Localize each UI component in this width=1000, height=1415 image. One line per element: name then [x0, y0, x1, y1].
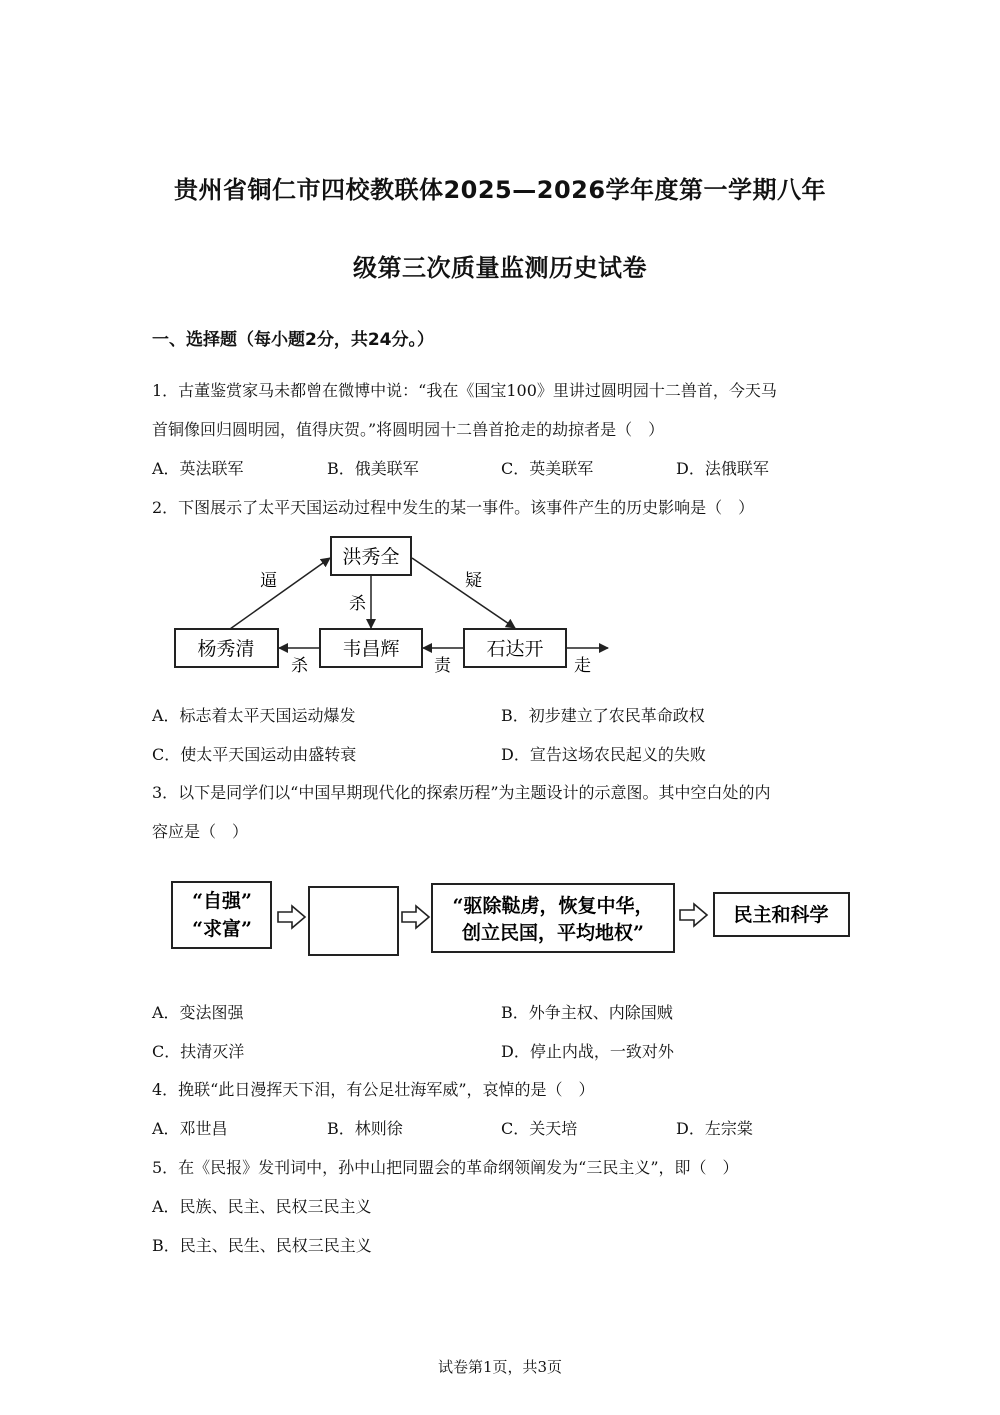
question-2-option-c[interactable]: C．使太平天国运动由盛转衰 — [152, 745, 357, 764]
section-heading: 一、选择题（每小题2分，共24分。） — [152, 330, 434, 350]
question-4-option-d[interactable]: D．左宗棠 — [676, 1119, 753, 1138]
yi-label: 疑 — [465, 571, 482, 591]
question-1-option-b[interactable]: B．俄美联军 — [327, 459, 419, 478]
sha-label-vertical: 杀 — [349, 594, 366, 614]
question-2-line-1: 2．下图展示了太平天国运动过程中发生的某一事件。该事件产生的历史影响是（ ） — [152, 498, 755, 517]
flow-arrow-3 — [680, 904, 707, 926]
question-3-line-2: 容应是（ ） — [152, 822, 249, 841]
flow-arrow-1 — [278, 906, 305, 928]
flow-box-blank — [309, 887, 398, 955]
question-2-option-d[interactable]: D．宣告这场农民起义的失败 — [501, 745, 706, 764]
page-footer: 试卷第1页，共3页 — [437, 1358, 563, 1376]
question-1-option-d[interactable]: D．法俄联军 — [676, 459, 769, 478]
title-line-1: 贵州省铜仁市四校教联体2025—2026学年度第一学期八年 — [173, 176, 827, 204]
question-3-option-c[interactable]: C．扶清灭洋 — [152, 1042, 245, 1061]
question-1-option-a[interactable]: A．英法联军 — [152, 459, 244, 478]
sha-label-horizontal: 杀 — [291, 656, 308, 676]
arrow-hong-to-shi — [412, 558, 515, 628]
flow-box-1-line-2: “求富” — [192, 918, 252, 940]
wei-label: 韦昌辉 — [342, 638, 400, 660]
ze-label: 责 — [434, 656, 451, 676]
question-4-line-1: 4．挽联“此日漫挥天下泪，有公足壮海军威”，哀悼的是（ ） — [152, 1080, 595, 1099]
question-5-line-1: 5．在《民报》发刊词中，孙中山把同盟会的革命纲领阐发为“三民主义”，即（ ） — [152, 1158, 739, 1177]
question-1-option-c[interactable]: C．英美联军 — [501, 459, 594, 478]
hong-label: 洪秀全 — [342, 546, 400, 568]
zou-label: 走 — [574, 656, 591, 676]
question-3-option-b[interactable]: B．外争主权、内除国贼 — [501, 1003, 673, 1022]
flow-box-1-line-1: “自强” — [192, 890, 252, 912]
flow-box-4-label: 民主和科学 — [733, 904, 829, 926]
arrow-yang-to-hong — [230, 558, 330, 629]
question-3-option-d[interactable]: D．停止内战，一致对外 — [501, 1042, 674, 1061]
title-line-2: 级第三次质量监测历史试卷 — [353, 254, 647, 282]
shi-label: 石达开 — [486, 638, 544, 660]
question-4-option-b[interactable]: B．林则徐 — [327, 1119, 403, 1138]
question-5-option-a[interactable]: A．民族、民主、民权三民主义 — [152, 1197, 372, 1216]
question-5-option-b[interactable]: B．民主、民生、民权三民主义 — [152, 1236, 372, 1255]
flow-arrow-2 — [402, 906, 429, 928]
taiping-diagram — [170, 530, 620, 680]
flow-box-3-line-2: 创立民国，平均地权” — [462, 922, 644, 944]
question-3-option-a[interactable]: A．变法图强 — [152, 1003, 244, 1022]
question-1-line-1: 1．古董鉴赏家马未都曾在微博中说：“我在《国宝100》里讲过圆明园十二兽首，今天马 — [152, 381, 777, 400]
flow-box-3-line-1: “驱除鞑虏，恢复中华， — [452, 895, 654, 917]
yang-label: 杨秀清 — [197, 638, 255, 660]
question-3-line-1: 3．以下是同学们以“中国早期现代化的探索历程”为主题设计的示意图。其中空白处的内 — [152, 783, 771, 802]
question-2-option-b[interactable]: B．初步建立了农民革命政权 — [501, 706, 705, 725]
question-4-option-c[interactable]: C．关天培 — [501, 1119, 578, 1138]
question-4-option-a[interactable]: A．邓世昌 — [152, 1119, 228, 1138]
question-1-line-2: 首铜像回归圆明园，值得庆贺。”将圆明园十二兽首抢走的劫掠者是（ ） — [152, 420, 665, 439]
modernization-flowchart — [165, 876, 855, 961]
bi-label: 逼 — [260, 571, 277, 591]
question-2-option-a[interactable]: A．标志着太平天国运动爆发 — [152, 706, 356, 725]
